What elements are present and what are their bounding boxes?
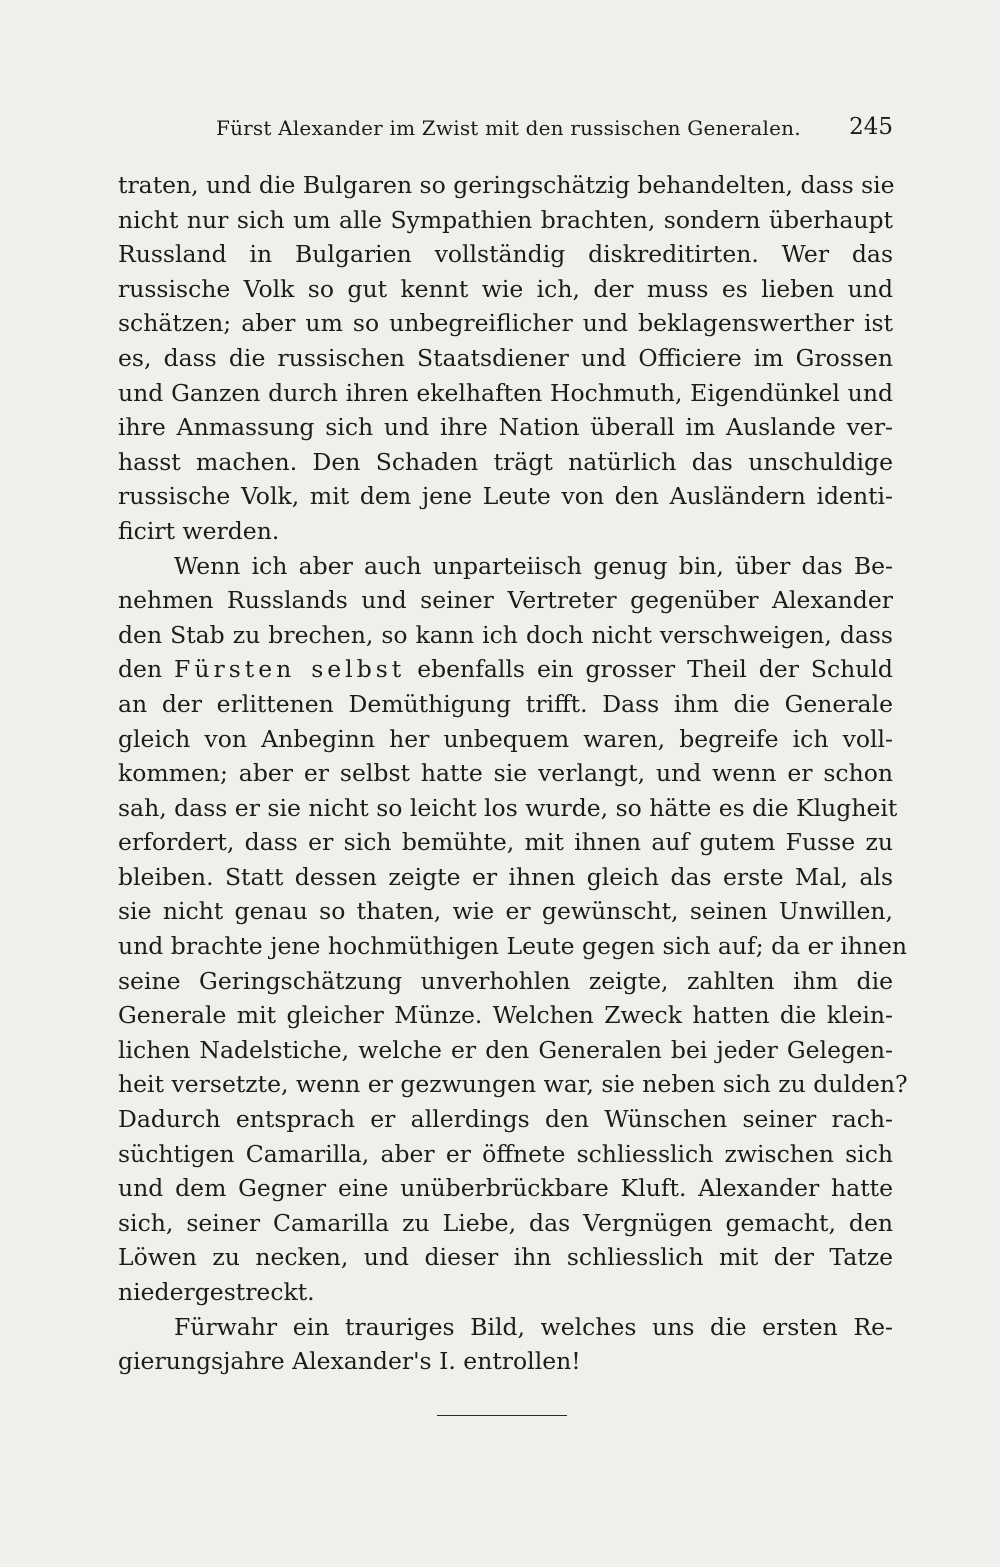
text-line: Löwen zu necken, und dieser ihn schliesslich mit der Tatze xyxy=(118,1243,893,1272)
emphasized-text: Fürsten selbst xyxy=(174,655,406,684)
text-line: heit versetzte, wenn er gezwungen war, sie neben sich zu dulden? xyxy=(118,1070,908,1099)
section-end-rule xyxy=(437,1415,567,1416)
text-line: traten, und die Bulgaren so geringschätzig behandelten, dass sie xyxy=(118,171,895,199)
text-line: seine Geringschätzung unverhohlen zeigte, zahlten ihm die xyxy=(118,966,893,995)
page-header xyxy=(118,112,893,152)
line-suffix: ebenfalls ein grosser Theil der Schuld xyxy=(417,655,893,684)
text-line: erfordert, dass er sich bemühte, mit ihnen auf gutem Fusse zu xyxy=(118,828,893,857)
text-line: hasst machen. Den Schaden trägt natürlich das unschuldige xyxy=(118,447,893,476)
text-line: nehmen Russlands und seiner Vertreter gegenüber Alexander xyxy=(118,586,893,615)
text-line: Dadurch entsprach er allerdings den Wünschen seiner rach- xyxy=(118,1105,893,1134)
text-line: den Stab zu brechen, so kann ich doch nicht verschweigen, dass xyxy=(118,620,893,649)
running-title: Fürst Alexander im Zwist mit den russischen Generalen. xyxy=(216,116,801,140)
text-line: schätzen; aber um so unbegreiflicher und beklagenswerther ist xyxy=(118,309,893,338)
text-line: ihre Anmassung sich und ihre Nation überall im Auslande ver- xyxy=(118,413,893,442)
text-line: süchtigen Camarilla, aber er öffnete schliesslich zwischen sich xyxy=(118,1139,893,1168)
text-line: russische Volk, mit dem jene Leute von den Ausländern identi- xyxy=(118,482,893,511)
text-line: russische Volk so gut kennt wie ich, der muss es lieben und xyxy=(118,274,893,303)
text-line: und dem Gegner eine unüberbrückbare Kluft. Alexander hatte xyxy=(118,1174,893,1203)
text-line-with-emphasis xyxy=(118,652,893,687)
text-line: sah, dass er sie nicht so leicht los wurde, so hätte es die Klugheit xyxy=(118,793,898,822)
text-line: Generale mit gleicher Münze. Welchen Zweck hatten die klein- xyxy=(118,1001,893,1030)
line-prefix: den xyxy=(118,655,163,684)
text-line: ficirt werden. xyxy=(118,516,280,545)
text-line: Russland in Bulgarien vollständig diskreditirten. Wer das xyxy=(118,240,893,269)
text-line: und Ganzen durch ihren ekelhaften Hochmuth, Eigendünkel und xyxy=(118,378,893,407)
text-line: kommen; aber er selbst hatte sie verlangt, und wenn er schon xyxy=(118,759,893,788)
text-line: bleiben. Statt dessen zeigte er ihnen gleich das erste Mal, als xyxy=(118,862,893,891)
text-line: gierungsjahre Alexander's I. entrollen! xyxy=(118,1347,581,1376)
text-line: es, dass die russischen Staatsdiener und Officiere im Grossen xyxy=(118,343,893,372)
text-line: an der erlittenen Demüthigung trifft. Dass ihm die Generale xyxy=(118,689,893,718)
text-line: lichen Nadelstiche, welche er den Generalen bei jeder Gelegen- xyxy=(118,1035,893,1064)
page-number: 245 xyxy=(849,114,893,140)
text-line: nicht nur sich um alle Sympathien brachten, sondern überhaupt xyxy=(118,205,893,234)
text-line: und brachte jene hochmüthigen Leute gegen sich auf; da er ihnen xyxy=(118,932,908,961)
paragraph-start: Wenn ich aber auch unparteiisch genug bin, über das Be- xyxy=(174,551,893,580)
text-line: sie nicht genau so thaten, wie er gewünscht, seinen Unwillen, xyxy=(118,897,893,926)
text-line: gleich von Anbeginn her unbequem waren, begreife ich voll- xyxy=(118,724,893,753)
text-line: niedergestreckt. xyxy=(118,1278,315,1306)
paragraph-start: Fürwahr ein trauriges Bild, welches uns die ersten Re- xyxy=(174,1312,893,1341)
text-line: sich, seiner Camarilla zu Liebe, das Vergnügen gemacht, den xyxy=(118,1208,893,1237)
body-text xyxy=(118,168,908,1379)
